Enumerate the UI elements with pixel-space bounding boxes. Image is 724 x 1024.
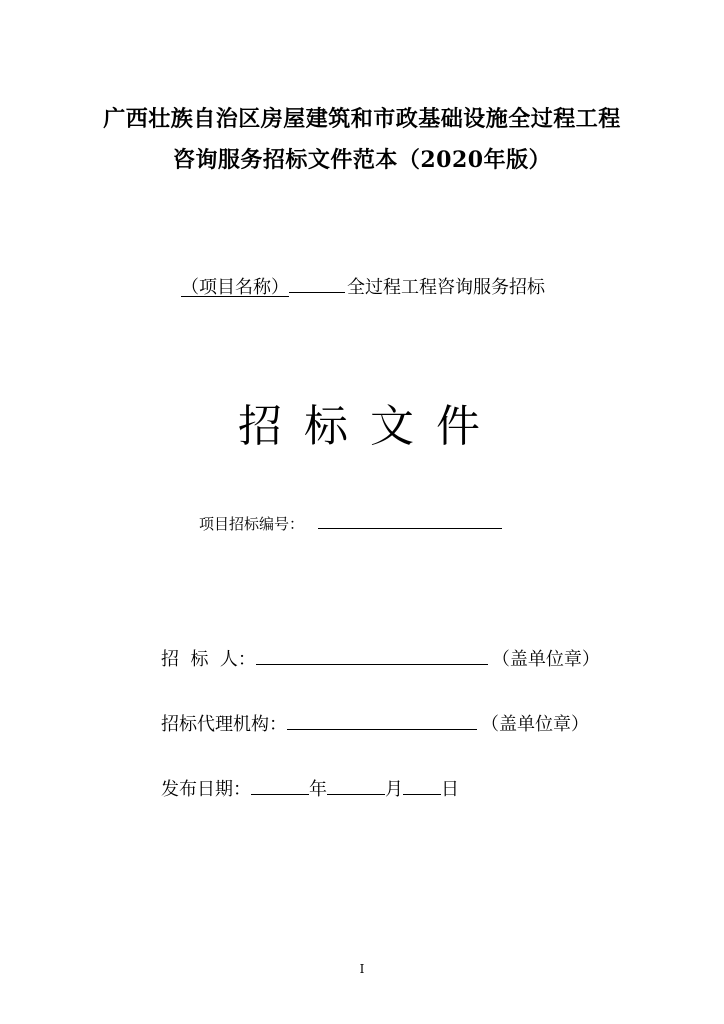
day-unit: 日 bbox=[441, 779, 459, 800]
main-heading: 招标文件 bbox=[238, 401, 502, 452]
project-number-label: 项目招标编号： bbox=[199, 515, 305, 533]
document-title-line-2: 咨询服务招标文件范本（2020年版） bbox=[172, 147, 552, 173]
project-name-blank bbox=[289, 278, 345, 293]
document-title-line-1: 广西壮族自治区房屋建筑和市政基础设施全过程工程 bbox=[103, 106, 621, 132]
day-blank bbox=[403, 779, 441, 795]
release-date-label: 发布日期： bbox=[161, 779, 251, 800]
agency-label: 招标代理机构： bbox=[161, 714, 287, 735]
tenderer-label: 招 标 人： bbox=[161, 649, 256, 670]
year-unit: 年 bbox=[309, 779, 327, 800]
project-number-line bbox=[199, 513, 502, 534]
tenderer-seal: （盖单位章） bbox=[491, 649, 600, 670]
release-date-row bbox=[161, 775, 459, 801]
tenderer-row bbox=[161, 645, 600, 671]
project-number-blank bbox=[318, 516, 502, 529]
project-name-label: （项目名称） bbox=[181, 277, 289, 298]
project-name-suffix: 全过程工程咨询服务招标 bbox=[347, 277, 545, 298]
agency-row bbox=[161, 710, 589, 736]
month-unit: 月 bbox=[385, 779, 403, 800]
tenderer-blank bbox=[256, 649, 488, 665]
page-number: I bbox=[359, 962, 365, 976]
project-name-line bbox=[181, 273, 545, 299]
month-blank bbox=[327, 779, 385, 795]
year-blank bbox=[251, 779, 309, 795]
agency-seal: （盖单位章） bbox=[481, 714, 589, 735]
agency-blank bbox=[287, 714, 477, 730]
